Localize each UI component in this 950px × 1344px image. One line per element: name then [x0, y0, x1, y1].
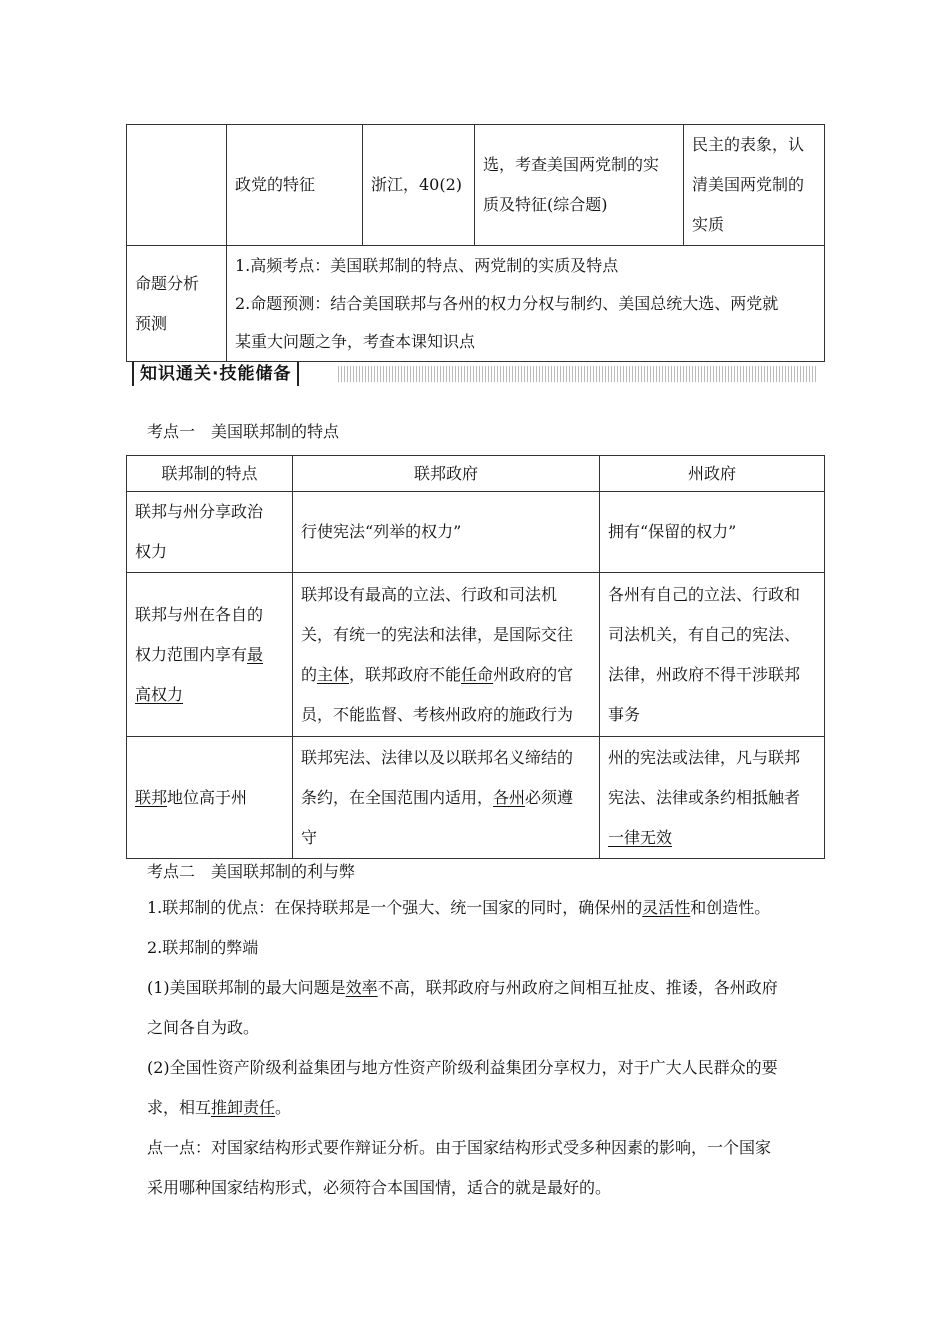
disadvantage-heading: 2.联邦制的弊端: [147, 938, 259, 957]
row2-federal: 联邦设有最高的立法、行政和司法机 关，有统一的宪法和法律，是国际交往 的主体，联邦政府不能任命州政府的官 员，不能监督、考核州政府的施政行为: [293, 573, 600, 737]
header-federal-gov: 联邦政府: [293, 456, 600, 492]
underline-term: 高权力: [135, 684, 184, 704]
analysis-content: 1.高频考点：美国联邦制的特点、两党制的实质及特点 2.命题预测：结合美国联邦与各州的权力分权与制约、美国总统大选、两党就 某重大问题之争，考查本课知识点: [227, 246, 825, 362]
underline-term: 灵活性: [642, 898, 691, 917]
advantage-line: 1.联邦制的优点：在保持联邦是一个强大、统一国家的同时，确保州的灵活性和创造性。: [147, 898, 771, 917]
section-banner-title: 知识通关·技能储备: [132, 362, 299, 386]
underline-term: 推卸责任: [211, 1098, 276, 1117]
row3-feature: 联邦地位高于州: [127, 737, 293, 859]
header-state-gov: 州政府: [600, 456, 825, 492]
row2-state: 各州有自己的立法、行政和 司法机关，有自己的宪法、 法律，州政府不得干涉联邦 事务: [600, 573, 825, 737]
section-banner-hatch: [338, 366, 816, 382]
row1-state: 拥有“保留的权力”: [600, 492, 825, 573]
top-cell-learning-goal: 民主的表象，认 清美国两党制的 实质: [684, 125, 825, 246]
tip-paragraph: 点一点：对国家结构形式要作辩证分析。由于国家结构形式受多种因素的影响，一个国家: [147, 1138, 772, 1157]
disadvantage-1: (1)美国联邦制的最大问题是效率不高，联邦政府与州政府之间相互扯皮、推诿，各州政府: [147, 978, 778, 997]
top-cell-empty: [127, 125, 227, 246]
top-cell-party-features: 政党的特征: [227, 125, 363, 246]
underline-term: 最: [247, 644, 264, 664]
disadvantage-2: (2)全国性资产阶级利益集团与地方性资产阶级利益集团分享权力，对于广大人民群众的要: [147, 1058, 778, 1077]
underline-term: 任命: [461, 664, 494, 684]
point2-title: 考点二 美国联邦制的利与弊: [147, 862, 356, 881]
row1-feature: 联邦与州分享政治 权力: [127, 492, 293, 573]
top-table: [126, 124, 825, 362]
underline-term: 一律无效: [608, 827, 673, 847]
underline-term: 各州: [493, 787, 526, 807]
analysis-label: 命题分析 预测: [127, 246, 227, 362]
underline-term: 效率: [345, 978, 378, 997]
federal-features-table: [126, 455, 825, 859]
point2-body: 1.联邦制的优点：在保持联邦是一个强大、统一国家的同时，确保州的灵活性和创造性。 2.联邦制的弊端 (1)美国联邦制的最大问题是效率不高，联邦政府与州政府之间相互扯皮、推诿，各州政府 之间各自为政。 (2)全国性资产阶级利益集团与地方性资产阶级利益集团分享权力，对于广大人民群众的要 求，相互推卸责任。 点一点：对国家结构形式要作辩证分析。由于国家结构形式受多种因素的影响，一个国家 采用哪种国家结构形式，必须符合本国国情，适合的就是最好的。: [147, 888, 827, 1208]
point1-title: 考点一 美国联邦制的特点: [147, 422, 340, 441]
header-features: 联邦制的特点: [127, 456, 293, 492]
underline-term: 主体: [317, 664, 350, 684]
row2-feature: 联邦与州在各自的 权力范围内享有最 高权力: [127, 573, 293, 737]
top-cell-exam-source: 浙江，40(2): [363, 125, 475, 246]
row1-federal: 行使宪法“列举的权力”: [293, 492, 600, 573]
top-cell-exam-desc: 选，考查美国两党制的实 质及特征(综合题): [475, 125, 684, 246]
section-banner: [126, 360, 816, 388]
underline-term: 联邦: [135, 787, 168, 807]
row3-federal: 联邦宪法、法律以及以联邦名义缔结的 条约，在全国范围内适用，各州必须遵 守: [293, 737, 600, 859]
row3-state: 州的宪法或法律，凡与联邦 宪法、法律或条约相抵触者 一律无效: [600, 737, 825, 859]
